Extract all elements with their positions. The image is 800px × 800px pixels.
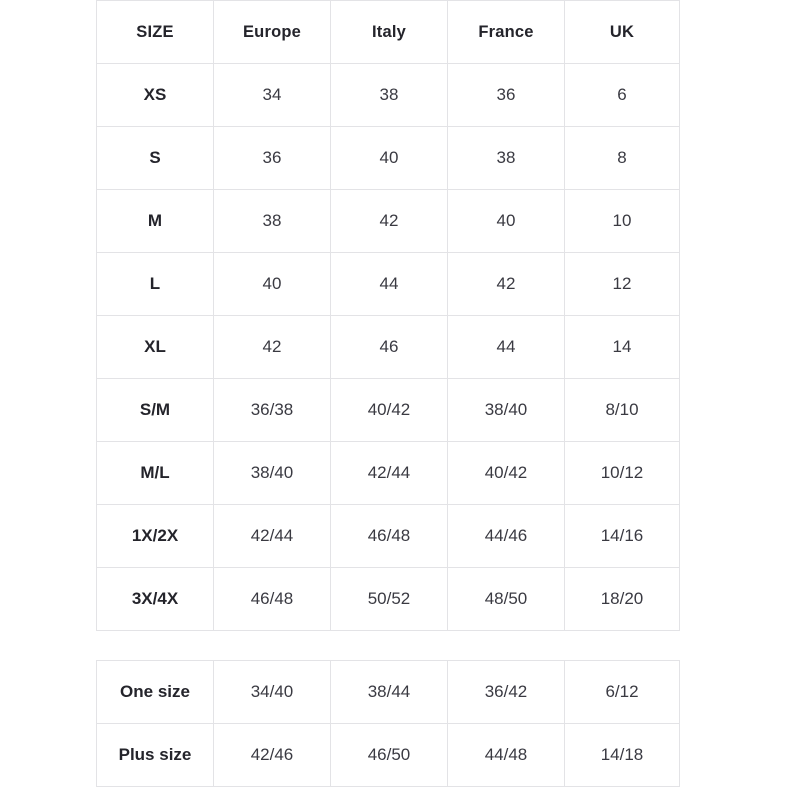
cell-italy: 40: [331, 127, 448, 190]
table-header: [97, 1, 680, 64]
table-row: [97, 568, 680, 631]
row-label: 1X/2X: [97, 505, 214, 568]
cell-europe: 34: [214, 64, 331, 127]
column-header-italy: Italy: [331, 1, 448, 64]
cell-italy: 46: [331, 316, 448, 379]
cell-uk: 8/10: [565, 379, 680, 442]
table-row: [97, 253, 680, 316]
table-row: [97, 661, 680, 724]
cell-italy: 50/52: [331, 568, 448, 631]
cell-france: 38: [448, 127, 565, 190]
cell-uk: 6/12: [565, 661, 680, 724]
table-body: [97, 64, 680, 631]
row-label: M/L: [97, 442, 214, 505]
cell-europe: 40: [214, 253, 331, 316]
cell-uk: 10/12: [565, 442, 680, 505]
cell-france: 44: [448, 316, 565, 379]
cell-france: 40/42: [448, 442, 565, 505]
size-conversion-table: [96, 0, 680, 631]
cell-italy: 46/48: [331, 505, 448, 568]
cell-italy: 44: [331, 253, 448, 316]
column-header-france: France: [448, 1, 565, 64]
row-label: S: [97, 127, 214, 190]
cell-france: 44/46: [448, 505, 565, 568]
cell-france: 48/50: [448, 568, 565, 631]
cell-europe: 38/40: [214, 442, 331, 505]
row-label: XS: [97, 64, 214, 127]
cell-uk: 12: [565, 253, 680, 316]
cell-uk: 6: [565, 64, 680, 127]
cell-france: 44/48: [448, 724, 565, 787]
table-row: [97, 724, 680, 787]
column-header-europe: Europe: [214, 1, 331, 64]
table-row: [97, 190, 680, 253]
cell-europe: 42: [214, 316, 331, 379]
cell-europe: 38: [214, 190, 331, 253]
row-label: XL: [97, 316, 214, 379]
cell-europe: 46/48: [214, 568, 331, 631]
table-row: [97, 316, 680, 379]
column-header-uk: UK: [565, 1, 680, 64]
cell-uk: 10: [565, 190, 680, 253]
cell-europe: 42/46: [214, 724, 331, 787]
table-row: [97, 127, 680, 190]
cell-france: 42: [448, 253, 565, 316]
cell-europe: 36/38: [214, 379, 331, 442]
cell-uk: 14: [565, 316, 680, 379]
cell-europe: 34/40: [214, 661, 331, 724]
row-label: Plus size: [97, 724, 214, 787]
row-label: 3X/4X: [97, 568, 214, 631]
column-header-size: SIZE: [97, 1, 214, 64]
table-header-row: [97, 1, 680, 64]
cell-france: 40: [448, 190, 565, 253]
table-row: [97, 379, 680, 442]
cell-uk: 18/20: [565, 568, 680, 631]
cell-italy: 38: [331, 64, 448, 127]
cell-uk: 14/18: [565, 724, 680, 787]
main-table-container: [96, 0, 679, 631]
extra-table-body: [97, 661, 680, 787]
cell-europe: 42/44: [214, 505, 331, 568]
one-size-plus-size-table: [96, 660, 680, 787]
table-row: [97, 442, 680, 505]
cell-france: 36: [448, 64, 565, 127]
row-label: M: [97, 190, 214, 253]
cell-uk: 14/16: [565, 505, 680, 568]
cell-europe: 36: [214, 127, 331, 190]
cell-italy: 40/42: [331, 379, 448, 442]
cell-uk: 8: [565, 127, 680, 190]
cell-italy: 42/44: [331, 442, 448, 505]
extra-table-container: [96, 660, 679, 787]
row-label: L: [97, 253, 214, 316]
cell-italy: 46/50: [331, 724, 448, 787]
row-label: S/M: [97, 379, 214, 442]
row-label: One size: [97, 661, 214, 724]
cell-italy: 38/44: [331, 661, 448, 724]
cell-france: 36/42: [448, 661, 565, 724]
cell-france: 38/40: [448, 379, 565, 442]
table-row: [97, 64, 680, 127]
cell-italy: 42: [331, 190, 448, 253]
table-row: [97, 505, 680, 568]
